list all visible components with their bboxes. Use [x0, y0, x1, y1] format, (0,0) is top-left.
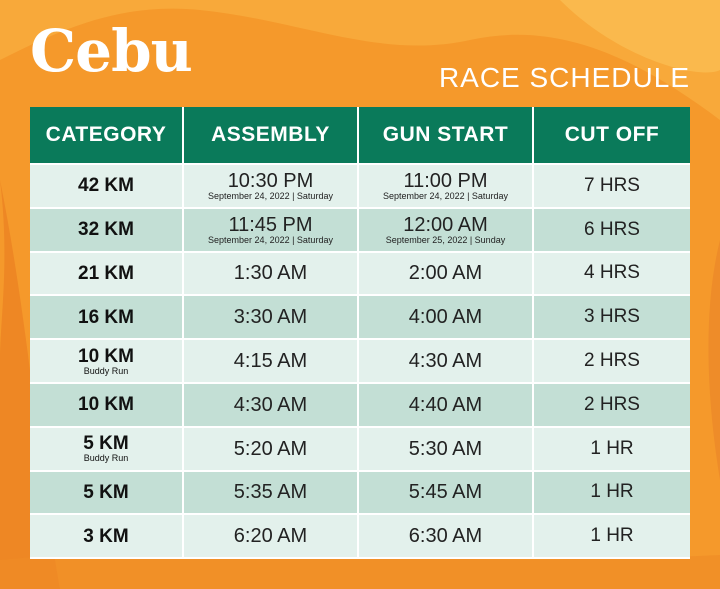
assembly-time: 5:20 AM: [233, 437, 308, 460]
row-gun-cell: [359, 384, 534, 428]
row-assembly-cell: [184, 340, 359, 384]
header-gun-start: GUN START: [359, 107, 534, 165]
row-category-cell: [30, 515, 184, 559]
gun-start-date: September 24, 2022 | Saturday: [383, 190, 508, 201]
category-label: 21 KM: [78, 262, 134, 284]
row-cutoff-cell: [534, 428, 690, 472]
gun-start-time: 5:30 AM: [408, 437, 483, 460]
assembly-time: 10:30 PM: [227, 169, 314, 192]
cut-off-value: 2 HRS: [584, 350, 640, 372]
gun-start-time: 5:45 AM: [408, 481, 483, 504]
row-cutoff-cell: [534, 296, 690, 340]
category-label: 5 KM: [83, 481, 129, 503]
category-note: Buddy Run: [83, 453, 129, 464]
row-category-cell: [30, 253, 184, 297]
row-category-cell: [30, 428, 184, 472]
cut-off-value: 4 HRS: [584, 262, 640, 284]
row-gun-cell: [359, 296, 534, 340]
gun-start-time: 2:00 AM: [408, 262, 483, 285]
assembly-time: 1:30 AM: [233, 262, 308, 285]
assembly-date: September 24, 2022 | Saturday: [208, 234, 333, 245]
row-category-cell: [30, 384, 184, 428]
row-cutoff-cell: [534, 384, 690, 428]
row-category-cell: [30, 209, 184, 253]
row-category-cell: [30, 472, 184, 516]
cut-off-value: 2 HRS: [584, 393, 640, 415]
gun-start-time: 11:00 PM: [403, 169, 488, 192]
assembly-time: 3:30 AM: [233, 306, 308, 329]
header-assembly: ASSEMBLY: [184, 107, 359, 165]
gun-start-time: 12:00 AM: [403, 213, 488, 236]
cut-off-value: 1 HR: [590, 525, 634, 547]
category-label: 10 KM: [78, 394, 134, 416]
assembly-time: 5:35 AM: [233, 481, 308, 504]
schedule-table: [30, 107, 690, 559]
row-gun-cell: [359, 253, 534, 297]
row-cutoff-cell: [534, 209, 690, 253]
row-cutoff-cell: [534, 165, 690, 209]
assembly-date: September 24, 2022 | Saturday: [208, 190, 333, 201]
cut-off-value: 7 HRS: [584, 174, 640, 196]
assembly-time: 4:15 AM: [233, 350, 308, 373]
race-schedule-heading: RACE SCHEDULE: [438, 62, 690, 93]
row-gun-cell: [359, 340, 534, 384]
row-assembly-cell: [184, 428, 359, 472]
gun-start-time: 4:30 AM: [408, 350, 483, 373]
row-cutoff-cell: [534, 340, 690, 384]
row-assembly-cell: [184, 165, 359, 209]
category-label: 42 KM: [78, 175, 134, 197]
row-assembly-cell: [184, 296, 359, 340]
assembly-time: 4:30 AM: [233, 393, 308, 416]
assembly-time: 11:45 PM: [228, 213, 313, 236]
category-label: 10 KM: [78, 345, 134, 367]
cut-off-value: 1 HR: [590, 437, 634, 459]
header-category: CATEGORY: [30, 107, 184, 165]
row-assembly-cell: [184, 515, 359, 559]
gun-start-time: 6:30 AM: [408, 525, 483, 548]
category-label: 16 KM: [78, 306, 134, 328]
row-assembly-cell: [184, 384, 359, 428]
category-note: Buddy Run: [83, 365, 129, 376]
category-label: 32 KM: [78, 219, 134, 241]
cut-off-value: 6 HRS: [584, 218, 640, 240]
gun-start-time: 4:00 AM: [408, 306, 483, 329]
row-category-cell: [30, 340, 184, 384]
row-gun-cell: [359, 165, 534, 209]
row-cutoff-cell: [534, 253, 690, 297]
category-label: 3 KM: [83, 525, 129, 547]
cut-off-value: 3 HRS: [584, 306, 640, 328]
row-assembly-cell: [184, 209, 359, 253]
row-assembly-cell: [184, 472, 359, 516]
gun-start-time: 4:40 AM: [408, 393, 483, 416]
row-category-cell: [30, 296, 184, 340]
city-title: Cebu: [30, 17, 192, 85]
row-gun-cell: [359, 472, 534, 516]
row-category-cell: [30, 165, 184, 209]
row-gun-cell: [359, 428, 534, 472]
assembly-time: 6:20 AM: [233, 525, 308, 548]
category-label: 5 KM: [83, 433, 129, 455]
gun-start-date: September 25, 2022 | Sunday: [385, 234, 506, 245]
header-cut-off: CUT OFF: [534, 107, 690, 165]
row-gun-cell: [359, 209, 534, 253]
cut-off-value: 1 HR: [590, 481, 634, 503]
row-cutoff-cell: [534, 472, 690, 516]
row-gun-cell: [359, 515, 534, 559]
row-cutoff-cell: [534, 515, 690, 559]
row-assembly-cell: [184, 253, 359, 297]
